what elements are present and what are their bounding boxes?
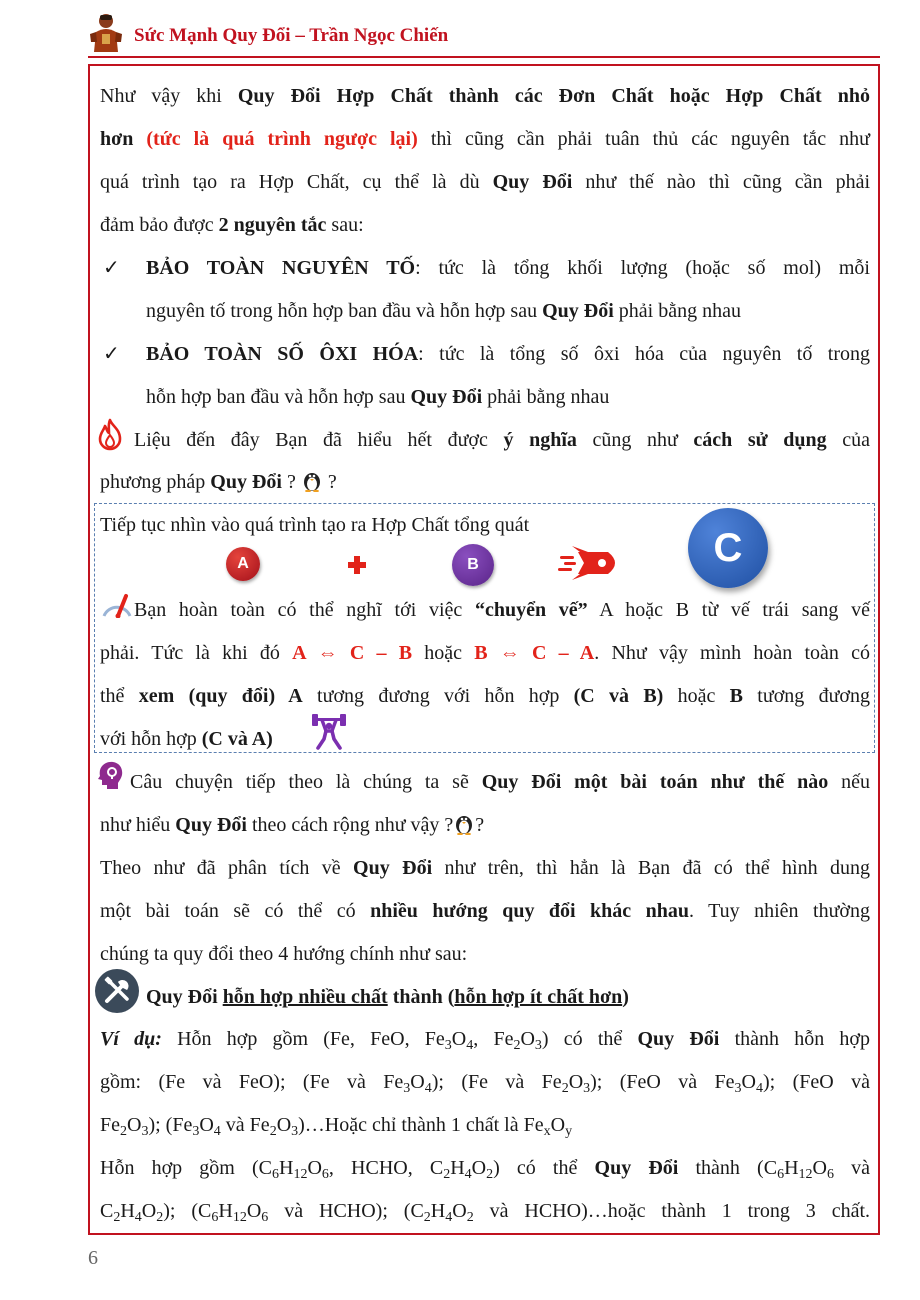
tools-icon bbox=[94, 968, 140, 1014]
box-line-2: phải. Tức là khi đó A ⇔ C – B hoặc B ⇔ C – A. Như vậy mình hoàn toàn có bbox=[100, 642, 870, 664]
box-line-1: Bạn hoàn toàn có thể nghĩ tới việc “chuyển vế” A hoặc B từ vế trái sang vế bbox=[134, 599, 870, 621]
plus-icon bbox=[346, 554, 368, 576]
bullet-1-line-1: BẢO TOÀN NGUYÊN TỐ: tức là tổng khối lượng (hoặc số mol) mỗi bbox=[146, 257, 870, 279]
fire-icon bbox=[94, 418, 126, 452]
box-line-3: thể xem (quy đổi) A tương đương với hỗn hợp (C và B) hoặc B tương đương bbox=[100, 685, 870, 707]
question-2-line-2: như hiểu Quy Đổi theo cách rộng như vậy ? ? bbox=[100, 811, 870, 839]
page-number: 6 bbox=[88, 1247, 98, 1269]
bullet-2-line-2: hỗn hợp ban đầu và hỗn hợp sau Quy Đổi phải bằng nhau bbox=[146, 386, 610, 408]
question-1-line-1: Liệu đến đây Bạn đã hiểu hết được ý nghĩa cũng như cách sử dụng của bbox=[134, 429, 870, 451]
section-heading: Quy Đổi hỗn hợp nhiều chất thành (hỗn hợp ít chất hơn) bbox=[146, 986, 629, 1008]
question-1-line-2: phương pháp Quy Đổi ? ? bbox=[100, 468, 870, 496]
page-header bbox=[88, 12, 880, 58]
bullet-2-line-1: BẢO TOÀN SỐ ÔXI HÓA: tức là tổng số ôxi hóa của nguyên tố trong bbox=[146, 343, 870, 365]
box-line-4: với hỗn hợp (C và A) bbox=[100, 728, 273, 750]
intro-line-1: Như vậy khi Quy Đổi Hợp Chất thành các Đơn Chất hoặc Hợp Chất nhỏ bbox=[100, 85, 870, 107]
compound-b-ball: B bbox=[452, 544, 494, 586]
penguin-icon bbox=[453, 811, 475, 835]
intro-line-3: quá trình tạo ra Hợp Chất, cụ thể là dù Quy Đổi như thế nào thì cũng cần phải bbox=[100, 171, 871, 193]
author-avatar-icon bbox=[88, 12, 124, 52]
penguin-icon bbox=[301, 468, 323, 492]
box-intro: Tiếp tục nhìn vào quá trình tạo ra Hợp Chất tổng quát bbox=[100, 514, 530, 536]
compound-c-ball: C bbox=[688, 508, 768, 588]
checkmark-icon: ✓ bbox=[103, 257, 120, 279]
paragraph-2-line-1: Theo như đã phân tích về Quy Đổi như trên, thì hẳn là Bạn đã có thể hình dung bbox=[100, 857, 870, 879]
intro-line-4: đảm bảo được 2 nguyên tắc sau: bbox=[100, 214, 364, 236]
example-2-line-2: $C_2H_4O_2$); ($C_6H_{12}O_6$ và HCHO); ($C_2H_4O_2$ và HCHO)…hoặc thành 1 trong 3 chất. bbox=[100, 1200, 871, 1225]
rocket-icon bbox=[558, 546, 624, 580]
speedometer-icon bbox=[100, 592, 134, 618]
compound-a-ball: A bbox=[226, 547, 260, 581]
weightlifter-icon bbox=[312, 712, 346, 750]
paragraph-2-line-3: chúng ta quy đổi theo 4 hướng chính như sau: bbox=[100, 943, 468, 965]
head-idea-icon bbox=[96, 760, 124, 790]
question-2-line-1: Câu chuyện tiếp theo là chúng ta sẽ Quy Đổi một bài toán như thế nào nếu bbox=[130, 771, 870, 793]
paragraph-2-line-2: một bài toán sẽ có thể có nhiều hướng quy đổi khác nhau. Tuy nhiên thường bbox=[100, 900, 871, 922]
bullet-1-line-2: nguyên tố trong hỗn hợp ban đầu và hỗn hợp sau Quy Đổi phải bằng nhau bbox=[146, 300, 741, 322]
example-2-line-1: Hỗn hợp gồm ($C_6H_{12}O_6$, HCHO, $C_2H_4O_2$) có thể Quy Đổi thành ($C_6H_{12}O_6$ và bbox=[100, 1157, 870, 1182]
checkmark-icon: ✓ bbox=[103, 343, 120, 365]
example-line-1: Ví dụ: Hỗn hợp gồm (Fe, FeO, $Fe_3O_4$, $Fe_2O_3$) có thể Quy Đổi thành hỗn hợp bbox=[100, 1028, 870, 1053]
example-line-3: $Fe_2O_3$); ($Fe_3O_4$ và $Fe_2O_3)\dots Hoặc$ chỉ thành 1 chất là $Fe_xO_y$ bbox=[100, 1114, 573, 1139]
example-line-2: gồm: (Fe và FeO); (Fe và $Fe_3O_4$); (Fe và $Fe_2O_3$); (FeO và $Fe_3O_4$); (FeO và bbox=[100, 1071, 870, 1096]
header-title: Sức Mạnh Quy Đổi – Trần Ngọc Chiến bbox=[134, 25, 449, 46]
intro-line-2: hơn (tức là quá trình ngược lại) thì cũng cần phải tuân thủ các nguyên tắc như bbox=[100, 128, 871, 150]
